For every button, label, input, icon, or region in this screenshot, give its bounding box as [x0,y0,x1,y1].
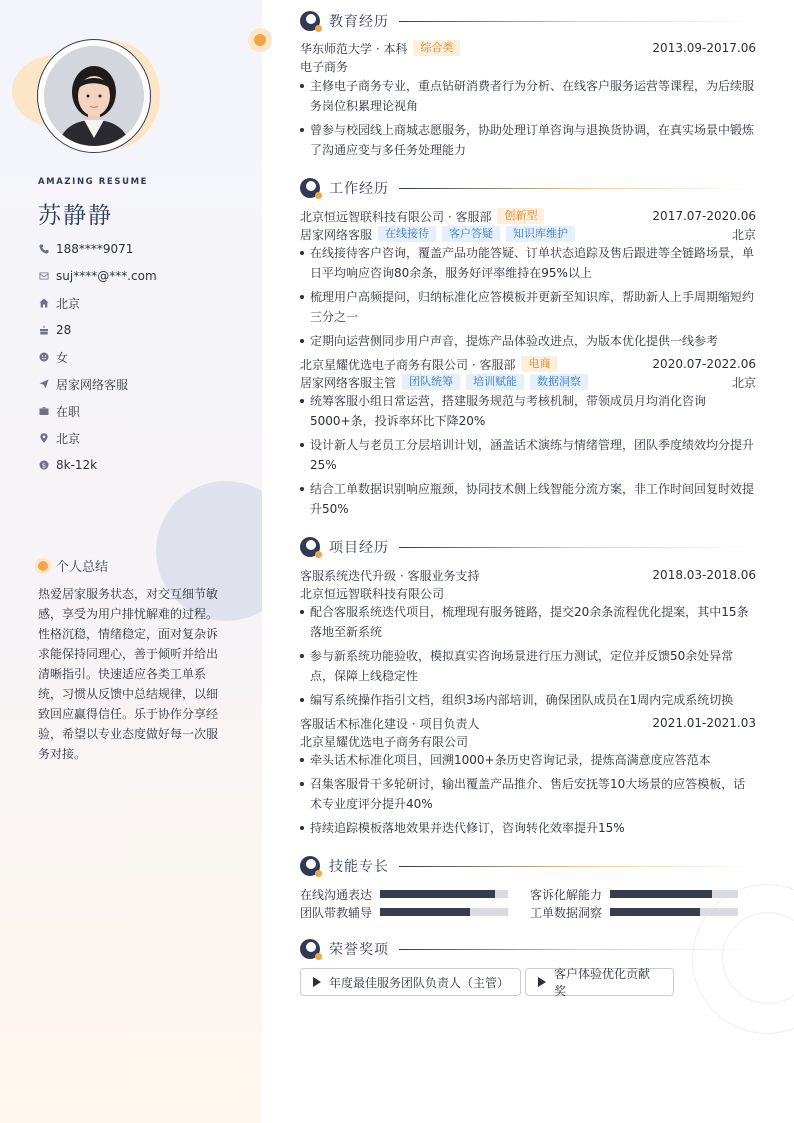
section-icon [300,856,320,876]
play-icon [313,977,321,987]
role-tag: 数据洞察 [530,374,588,390]
svg-text:$: $ [41,461,46,470]
phone-text: 188****9071 [56,242,134,256]
location-text: 北京 [56,296,81,311]
divider [399,949,756,950]
job-bullet: 设计新人与老员工分层培训计划，涵盖话术演练与情绪管理，团队季度绩效均分提升25% [300,435,756,475]
project-bullet: 牵头话术标准化项目，回溯1000+条历史咨询记录，提炼高满意度应答范本 [300,750,756,770]
divider [399,547,756,548]
gender-icon [38,352,49,363]
age-text: 28 [56,323,72,337]
location-icon [38,433,49,444]
candidate-name: 苏静静 [38,203,113,229]
skill-name: 团队带教辅导 [300,905,373,920]
section-title: 工作经历 [329,181,389,197]
job-bullet: 梳理用户高频提问，归纳标准化应答模板并更新至知识库，帮助新人上手周期缩短约三分之一 [300,287,756,327]
company-tag: 创新型 [497,208,544,224]
divider [399,188,756,189]
section-icon [300,537,320,557]
job-role-row [300,225,756,243]
job-bullet: 在线接待客户咨询，覆盖产品功能答疑、订单状态追踪及售后跟进等全链路场景，单日平均响应咨询80余条，服务好评率维持在95%以上 [300,243,756,283]
role-tag: 客户答疑 [442,226,500,242]
job-city: 北京 [731,227,756,242]
info-phone [38,240,133,258]
info-position [38,375,128,393]
skill-name: 客诉化解能力 [530,887,603,902]
section-icon [300,11,320,31]
job-company-row [300,355,756,373]
project-bullet: 持续追踪模板落地效果并迭代修订，咨询转化效率提升15% [300,818,756,838]
info-salary [38,456,97,474]
skill-item [530,886,738,902]
main-content [262,0,794,1123]
education-period: 2013.09-2017.06 [652,41,756,55]
info-target-city [38,429,80,447]
project-bullet: 配合客服系统迭代项目，梳理现有服务链路，提交20余条流程优化提案，其中15条落地至新系统 [300,602,756,642]
job-city: 北京 [731,375,756,390]
job-bullet: 结合工单数据识别响应瓶颈，协同技术侧上线智能分流方案，非工作时间回复时效提升50% [300,479,756,519]
skill-bar [610,908,738,916]
skill-item [300,904,508,920]
mail-icon [38,271,49,282]
divider [399,866,756,867]
play-icon [538,977,546,987]
send-icon [38,379,49,390]
status-text: 在职 [56,404,81,419]
section-icon [300,178,320,198]
education-bullet: 曾参与校园线上商城志愿服务，协助处理订单咨询与退换货协调，在真实场景中锻炼了沟通应变与多任务处理能力 [300,120,756,160]
job-company-row [300,207,756,225]
company-tag: 电商 [521,356,557,372]
info-age [38,321,71,339]
project-bullet: 参与新系统功能验收，模拟真实咨询场景进行压力测试，定位并反馈50余处异常点，保障上线稳定性 [300,646,756,686]
project-name-row [300,714,756,732]
summary-heading [38,556,108,575]
summary-text: 热爱居家服务状态，对交互细节敏感，享受为用户排忧解难的过程。性格沉稳，情绪稳定，面对复杂诉求能保持同理心，善于倾听并给出清晰指引。快速适应各类工单系统，习惯从反馈中总结规律，以细致回应赢得信任。乐于协作分享经验，希望以专业态度做好每一次服务对接。 [38,587,219,761]
job-role-row [300,373,756,391]
project-org: 北京星耀优选电子商务有限公司 [300,734,469,749]
project-period: 2018.03-2018.06 [652,568,756,582]
skill-bar-fill [380,890,495,898]
summary-title: 个人总结 [56,560,109,575]
section-awards-header [300,938,756,960]
education-school-row [300,39,756,57]
award-badge [525,968,674,996]
school-name: 华东师范大学 · 本科 [300,41,408,56]
info-location [38,294,80,312]
award-text: 客户体验优化贡献奖 [554,967,651,998]
company-name: 北京恒远智联科技有限公司 · 客服部 [300,209,492,224]
position-text: 居家网络客服 [56,377,129,392]
skill-name: 在线沟通表达 [300,887,373,902]
salary-icon [38,460,49,471]
skill-bar-fill [610,890,712,898]
section-title: 项目经历 [329,540,389,556]
job-period: 2020.07-2022.06 [652,357,756,371]
section-skills-header [300,855,756,877]
job-role: 居家网络客服 [300,227,373,242]
divider [399,21,756,22]
section-work-header [300,177,756,199]
section-title: 荣誉奖项 [329,942,389,958]
award-text: 年度最佳服务团队负责人（主管） [329,975,510,990]
gender-text: 女 [56,350,69,365]
project-bullet: 编写系统操作指引文档，组织3场内部培训，确保团队成员在1周内完成系统切换 [300,690,756,710]
email-text: suj****@***.com [56,269,157,283]
skill-bar [610,890,738,898]
project-name: 客服系统迭代升级 · 客服业务支持 [300,568,480,583]
skill-name: 工单数据洞察 [530,905,603,920]
avatar-frame [37,39,151,153]
section-icon [300,939,320,959]
cake-icon [38,325,49,336]
section-title: 技能专长 [329,859,389,875]
briefcase-icon [38,406,49,417]
avatar [44,46,144,146]
project-org-row [300,732,756,750]
home-icon [38,298,49,309]
skill-item [300,886,508,902]
target-city-text: 北京 [56,431,81,446]
role-tag: 培训赋能 [466,374,524,390]
phone-icon [38,244,49,255]
sidebar [0,0,262,1123]
skill-bar [380,890,508,898]
section-projects-header [300,536,756,558]
salary-text: 8k-12k [56,458,98,472]
project-org: 北京恒远智联科技有限公司 [300,586,445,601]
award-badge [300,968,521,996]
section-education-header [300,10,756,32]
job-role: 居家网络客服主管 [300,375,397,390]
section-title: 教育经历 [329,14,389,30]
job-period: 2017.07-2020.06 [652,209,756,223]
project-name-row [300,566,756,584]
decor-dot [248,28,272,52]
project-name: 客服话术标准化建设 · 项目负责人 [300,716,480,731]
info-gender [38,348,68,366]
info-status [38,402,80,420]
major: 电子商务 [300,59,349,74]
skill-bar [380,908,508,916]
role-tag: 知识库维护 [506,226,575,242]
info-email [38,267,157,285]
role-tag: 在线接待 [378,226,436,242]
role-tag: 团队统筹 [402,374,460,390]
company-name: 北京星耀优选电子商务有限公司 · 客服部 [300,357,516,372]
education-bullet: 主修电子商务专业，重点钻研消费者行为分析、在线客户服务运营等课程，为后续服务岗位积累理论视角 [300,76,756,116]
skill-item [530,904,738,920]
job-bullet: 定期向运营侧同步用户声音，提炼产品体验改进点，为版本优化提供一线参考 [300,331,756,351]
project-org-row [300,584,756,602]
skill-bar-fill [380,908,470,916]
education-major-row [300,57,756,75]
project-period: 2021.01-2021.03 [652,716,756,730]
dot-icon [38,561,48,571]
skill-bar-fill [610,908,700,916]
school-tag: 综合类 [413,40,460,56]
brand-label: AMAZING RESUME [38,177,149,187]
job-bullet: 统筹客服小组日常运营，搭建服务规范与考核机制，带领成员月均消化咨询5000+条，投诉率环比下降20% [300,391,756,431]
project-bullet: 召集客服骨干多轮研讨，输出覆盖产品推介、售后安抚等10大场景的应答模板，话术专业度评分提升40% [300,774,756,814]
